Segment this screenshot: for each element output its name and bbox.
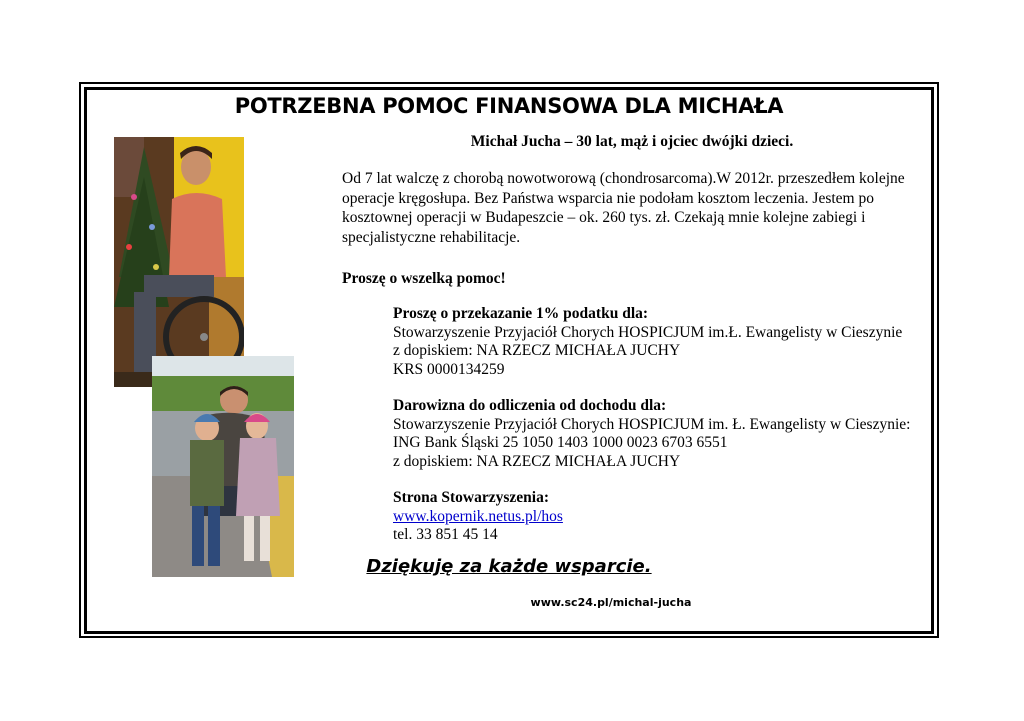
phone-number: tel. 33 851 45 14 <box>393 526 498 544</box>
donation-org: Stowarzyszenie Przyjaciół Chorych HOSPICJUM im. Ł. Ewangelisty w Cieszynie: <box>393 415 911 433</box>
website-heading: Strona Stowarzyszenia: <box>393 489 549 506</box>
tax-krs: KRS 0000134259 <box>393 360 505 378</box>
thanks-text: Dziękuję za każde wsparcie. <box>366 556 652 577</box>
description-line: operacje kręgosłupa. Bez Państwa wsparcia nie podołam kosztom leczenia. Jestem po <box>342 189 874 207</box>
description <box>342 169 932 247</box>
tax-section <box>393 305 933 379</box>
donation-bank: ING Bank Śląski 25 1050 1403 1000 0023 6703 6551 <box>393 434 728 452</box>
tax-heading: Proszę o przekazanie 1% podatku dla: <box>393 305 649 322</box>
tax-note: z dopiskiem: NA RZECZ MICHAŁA JUCHY <box>393 342 681 360</box>
photo-family <box>152 356 294 577</box>
description-line: kosztownej operacji w Budapeszcie – ok. 260 tys. zł. Czekają mnie kolejne zabiegi i <box>342 209 866 226</box>
donation-note: z dopiskiem: NA RZECZ MICHAŁA JUCHY <box>393 452 681 470</box>
photo-man-wheelchair <box>114 137 244 387</box>
footer-url: www.sc24.pl/michal-jucha <box>530 596 692 609</box>
donation-heading: Darowizna do odliczenia od dochodu dla: <box>393 397 667 414</box>
plea-text: Proszę o wszelką pomoc! <box>342 270 506 287</box>
donation-section <box>393 397 933 471</box>
website-section <box>393 489 933 545</box>
description-line: specjalistyczne rehabilitacje. <box>342 228 521 246</box>
tax-org: Stowarzyszenie Przyjaciół Chorych HOSPICJUM im.Ł. Ewangelisty w Cieszynie <box>393 323 903 341</box>
page-title: POTRZEBNA POMOC FINANSOWA DLA MICHAŁA <box>234 94 784 118</box>
subtitle: Michał Jucha – 30 lat, mąż i ojciec dwójki dzieci. <box>470 133 794 150</box>
description-line: Od 7 lat walczę z chorobą nowotworową (chondrosarcoma).W 2012r. przeszedłem kolejne <box>342 170 905 187</box>
website-link[interactable]: www.kopernik.netus.pl/hos <box>393 507 563 525</box>
